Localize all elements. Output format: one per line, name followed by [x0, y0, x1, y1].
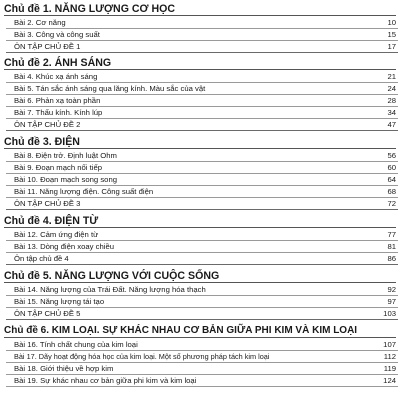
- entry-title: Bài 2. Cơ năng: [14, 18, 66, 27]
- entry-page: 124: [383, 376, 396, 385]
- entry-page: 60: [387, 163, 396, 172]
- chapter-heading: [0, 324, 400, 338]
- toc-entry[interactable]: [0, 83, 400, 95]
- chapter-underline: [4, 282, 396, 283]
- entry-title: Bài 6. Phản xạ toàn phần: [14, 96, 101, 105]
- chapter-title: Chủ đề 6. KIM LOẠI. SỰ KHÁC NHAU CƠ BẢN GIỮA PHI KIM VÀ KIM LOẠI: [4, 325, 358, 336]
- entry-page: 81: [387, 242, 396, 251]
- entry-page: 21: [387, 72, 396, 81]
- toc-entry[interactable]: [0, 375, 400, 387]
- row-divider: [6, 52, 398, 53]
- row-divider: [6, 130, 398, 131]
- entry-title: Bài 19. Sự khác nhau cơ bản giữa phi kim và kim loại: [14, 376, 197, 385]
- chapter-title: Chủ đề 2. ÁNH SÁNG: [4, 57, 112, 69]
- chapter-title: Chủ đề 5. NĂNG LƯỢNG VỚI CUỘC SỐNG: [4, 270, 220, 282]
- row-divider: [6, 386, 398, 387]
- chapter-heading: [0, 2, 400, 16]
- entry-page: 34: [387, 108, 396, 117]
- entry-page: 15: [387, 30, 396, 39]
- entry-title: Bài 11. Năng lượng điện. Công suất điện: [14, 187, 154, 196]
- toc-entry[interactable]: [0, 162, 400, 174]
- entry-page: 56: [387, 151, 396, 160]
- entry-page: 64: [387, 175, 396, 184]
- chapter-title: Chủ đề 4. ĐIỆN TỪ: [4, 215, 99, 227]
- entry-page: 97: [387, 297, 396, 306]
- entry-title: ÔN TẬP CHỦ ĐỀ 5: [14, 309, 81, 318]
- entry-page: 17: [387, 42, 396, 51]
- entry-title: ÔN TẬP CHỦ ĐỀ 2: [14, 120, 81, 129]
- toc-entry[interactable]: [0, 41, 400, 53]
- entry-page: 77: [387, 230, 396, 239]
- chapter-heading: [0, 56, 400, 70]
- toc-entry[interactable]: [0, 174, 400, 186]
- toc-entry[interactable]: [0, 150, 400, 162]
- toc-entry[interactable]: [0, 339, 400, 351]
- entry-title: Bài 16. Tính chất chung của kim loại: [14, 340, 138, 349]
- entry-title: ÔN TẬP CHỦ ĐỀ 3: [14, 199, 81, 208]
- toc-entry[interactable]: [0, 229, 400, 241]
- entry-page: 28: [387, 96, 396, 105]
- entry-title: Bài 7. Thấu kính. Kính lúp: [14, 108, 103, 117]
- entry-page: 112: [383, 352, 396, 361]
- entry-title: Bài 12. Cảm ứng điện từ: [14, 230, 99, 239]
- toc-entry[interactable]: [0, 29, 400, 41]
- toc-entry[interactable]: [0, 107, 400, 119]
- row-divider: [6, 319, 398, 320]
- toc-entry[interactable]: [0, 95, 400, 107]
- entry-page: 103: [383, 309, 396, 318]
- entry-title: Bài 4. Khúc xạ ánh sáng: [14, 72, 98, 81]
- entry-title: Bài 17. Dãy hoạt động hóa học của kim loại. Một số phương pháp tách kim loại: [14, 352, 270, 361]
- toc-entry[interactable]: [0, 119, 400, 131]
- chapter-underline: [4, 148, 396, 149]
- entry-title: Bài 3. Công và công suất: [14, 30, 100, 39]
- toc-entry[interactable]: [0, 253, 400, 265]
- toc-entry[interactable]: [0, 351, 400, 363]
- entry-page: 68: [387, 187, 396, 196]
- entry-title: ÔN TẬP CHỦ ĐỀ 1: [14, 42, 81, 51]
- entry-page: 24: [387, 84, 396, 93]
- entry-page: 10: [387, 18, 396, 27]
- entry-title: Bài 13. Dòng điện xoay chiều: [14, 242, 115, 251]
- row-divider: [6, 264, 398, 265]
- entry-title: Bài 15. Năng lượng tái tạo: [14, 297, 105, 306]
- chapter-underline: [4, 69, 396, 70]
- toc-entry[interactable]: [0, 363, 400, 375]
- toc-entry[interactable]: [0, 198, 400, 210]
- chapter-heading: [0, 214, 400, 228]
- entry-title: Bài 10. Đoạn mạch song song: [14, 175, 117, 184]
- entry-title: Bài 9. Đoạn mạch nối tiếp: [14, 163, 103, 172]
- chapter-underline: [4, 227, 396, 228]
- entry-page: 92: [387, 285, 396, 294]
- chapter-underline: [4, 15, 396, 16]
- toc-entry[interactable]: [0, 241, 400, 253]
- entry-page: 72: [387, 199, 396, 208]
- entry-title: Bài 18. Giới thiệu về hợp kim: [14, 364, 114, 373]
- toc-entry[interactable]: [0, 186, 400, 198]
- entry-title: Bài 5. Tán sắc ánh sáng qua lăng kính. Màu sắc của vật: [14, 84, 206, 93]
- entry-title: Bài 14. Năng lượng của Trái Đất. Năng lượng hóa thạch: [14, 285, 206, 294]
- toc-entry[interactable]: [0, 284, 400, 296]
- chapter-title: Chủ đề 1. NĂNG LƯỢNG CƠ HỌC: [4, 3, 176, 15]
- entry-title: Ôn tập chủ đề 4: [14, 254, 69, 263]
- chapter-heading: [0, 269, 400, 283]
- row-divider: [6, 209, 398, 210]
- entry-page: 107: [383, 340, 396, 349]
- toc-entry[interactable]: [0, 17, 400, 29]
- toc-entry[interactable]: [0, 308, 400, 320]
- toc-entry[interactable]: [0, 71, 400, 83]
- entry-page: 47: [387, 120, 396, 129]
- toc-entry[interactable]: [0, 296, 400, 308]
- chapter-title: Chủ đề 3. ĐIỆN: [4, 136, 80, 148]
- chapter-underline: [4, 337, 396, 338]
- chapter-heading: [0, 135, 400, 149]
- entry-page: 119: [383, 364, 396, 373]
- entry-title: Bài 8. Điện trở. Định luật Ohm: [14, 151, 117, 160]
- entry-page: 86: [387, 254, 396, 263]
